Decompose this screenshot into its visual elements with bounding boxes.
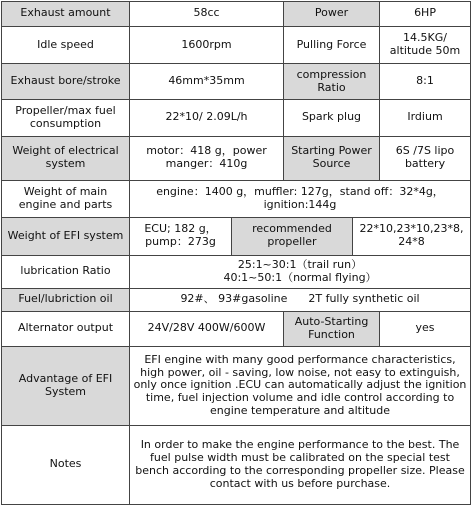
recommended-propeller-label: recommended propeller <box>232 218 353 255</box>
row-notes <box>2 425 471 504</box>
row-lubrication <box>2 255 471 288</box>
efi-advantage-value: EFI engine with many good performance characteristics, high power, oil - saving, low noise, not easy to extinguish, only once ignition .ECU can automatically adjust the ignition time, fuel injection volume and idle control according to engine temperature and altitude <box>130 346 471 425</box>
power-value: 6HP <box>380 2 471 27</box>
auto-starting-value: yes <box>380 311 471 346</box>
row-electrical-weight <box>2 137 471 181</box>
propeller-fuel-value: 22*10/ 2.09L/h <box>130 99 284 136</box>
lubrication-label: lubrication Ratio <box>2 255 130 288</box>
electrical-weight-label: Weight of electrical system <box>2 137 130 181</box>
compression-value: 8:1 <box>380 64 471 99</box>
row-efi-advantage <box>2 346 471 425</box>
efi-weight-label: Weight of EFI system <box>2 218 130 255</box>
efi-advantage-label: Advantage of EFI System <box>2 346 130 425</box>
fuel-oil-label: Fuel/lubriction oil <box>2 288 130 311</box>
alternator-value: 24V/28V 400W/600W <box>130 311 284 346</box>
starting-power-label: Starting Power Source <box>284 137 380 181</box>
electrical-weight-value: motor：418 g，power manger：410g <box>130 137 284 181</box>
row-main-engine-weight <box>2 180 471 217</box>
row-bore-stroke <box>2 64 471 99</box>
lubrication-line-2: 40:1~50:1（normal flying） <box>223 270 377 284</box>
row-efi-weight <box>2 218 471 255</box>
pulling-force-label: Pulling Force <box>284 26 380 63</box>
row-fuel-oil <box>2 288 471 311</box>
lubrication-value <box>130 255 471 288</box>
row-alternator <box>2 311 471 346</box>
row-propeller-fuel <box>2 99 471 136</box>
pulling-force-value: 14.5KG/ altitude 50m <box>380 26 471 63</box>
starting-power-value: 6S /7S lipo battery <box>380 137 471 181</box>
bore-stroke-value: 46mm*35mm <box>130 64 284 99</box>
spark-plug-value: Irdium <box>380 99 471 136</box>
bore-stroke-label: Exhaust bore/stroke <box>2 64 130 99</box>
idle-speed-value: 1600rpm <box>130 26 284 63</box>
notes-label: Notes <box>2 425 130 504</box>
row-exhaust-amount <box>2 2 471 27</box>
exhaust-amount-value: 58cc <box>130 2 284 27</box>
recommended-propeller-value: 22*10,23*10,23*8, 24*8 <box>353 218 471 255</box>
main-engine-weight-value: engine：1400 g，muffler: 127g，stand off：32*4g，ignition:144g <box>130 180 471 217</box>
compression-label: compression Ratio <box>284 64 380 99</box>
lubrication-line-1: 25:1~30:1（trail run） <box>237 257 363 271</box>
auto-starting-label: Auto-Starting Function <box>284 311 380 346</box>
power-label: Power <box>284 2 380 27</box>
row-idle-speed <box>2 26 471 63</box>
propeller-fuel-label: Propeller/max fuel consumption <box>2 99 130 136</box>
spec-table <box>1 1 471 505</box>
alternator-label: Alternator output <box>2 311 130 346</box>
efi-weight-value: ECU; 182 g，pump：273g <box>130 218 232 255</box>
spark-plug-label: Spark plug <box>284 99 380 136</box>
fuel-oil-value: 92#、 93#gasoline 2T fully synthetic oil <box>130 288 471 311</box>
notes-value: In order to make the engine performance to the best. The fuel pulse width must be calibrated on the special test bench according to the corresponding propeller size. Please contact with us before purchase. <box>130 425 471 504</box>
main-engine-weight-label: Weight of main engine and parts <box>2 180 130 217</box>
idle-speed-label: Idle speed <box>2 26 130 63</box>
exhaust-amount-label: Exhaust amount <box>2 2 130 27</box>
